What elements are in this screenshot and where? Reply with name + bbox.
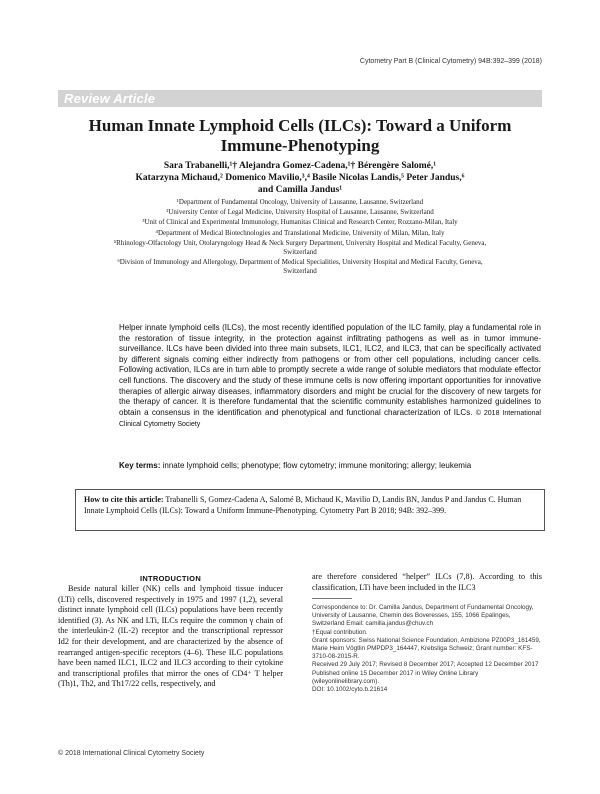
column-two-paragraph: are therefore considered “helper” ILCs (7,8). According to this classification, LTi have been included in the ILC3 xyxy=(312,572,542,592)
author-line: Katarzyna Michaud,² Domenico Mavilio,³,⁴ Basile Nicolas Landis,⁵ Peter Jandus,⁶ xyxy=(135,173,465,183)
received-dates: Received 29 July 2017; Revised 8 December 2017; Accepted 12 December 2017 xyxy=(312,661,539,669)
abstract-text: Helper innate lymphoid cells (ILCs), the most recently identified population of the ILC family, play a fundamental role in the restoration of tissue integrity, in the protection against infiltrating pathogens as well as in tumor immune-surveillance. ILCs have been divided into three main subsets, ILC1, ILC2, and ILC3, that can be specifically activated by different signals coming either indirectly from pathogens or from other cell populations, including cancer cells. Following activation, ILCs are in turn able to promptly secrete a wide range of soluble mediators that modulate effector cell functions. The discovery and the study of these immune cells is now offering important opportunities for innovative therapies of allergic airway diseases, inflammatory disorders and might be crucial for the discovery of new targets for the therapy of cancer. It is therefore fundamental that the scientific community establishes harmonized guidelines to obtain a consensus in the identification and phenotypical and functional characterization of ILCs. xyxy=(119,323,541,417)
affiliation: ⁶Division of Immunology and Allergology, Department of Medical Specialities, University Hospital and Medical Faculty, Geneva, Switzerland xyxy=(117,258,483,276)
footnote-divider xyxy=(312,598,352,599)
author-line: and Camilla Jandus¹ xyxy=(257,185,343,195)
equal-contribution-note: †Equal contribution. xyxy=(312,628,368,636)
article-type-label: Review Article xyxy=(64,91,156,106)
affiliation: ⁴Department of Medical Biotechnologies and Translational Medicine, University of Milan, Milan, Italy xyxy=(155,228,445,237)
doi: DOI: 10.1002/cyto.b.21614 xyxy=(312,686,388,694)
affiliation: ¹Department of Fundamental Oncology, University of Lausanne, Lausanne, Switzerland xyxy=(176,198,424,206)
article-title: Human Innate Lymphoid Cells (ILCs): Toward a Uniform Immune-Phenotyping xyxy=(88,116,512,155)
affiliation: ²University Center of Legal Medicine, University Hospital of Lausanne, Lausanne, Switzerland xyxy=(166,208,434,217)
keywords xyxy=(119,461,541,471)
keywords-text: innate lymphoid cells; phenotype; flow cytometry; immune monitoring; allergy; leukemia xyxy=(162,461,472,470)
article-type-banner xyxy=(58,90,542,107)
citation-label: How to cite this article: xyxy=(84,495,164,504)
grant-sponsors: Grant sponsors: Swiss National Science Foundation, Ambizione PZ00P3_161459, Marie Heim Vögtlin PMPDP3_164447, Krebsliga Schweiz; Grant number: KFS-3710-08-2015-R. xyxy=(312,636,541,661)
affiliation: ⁵Rhinology-Olfactology Unit, Otolaryngology Head & Neck Surgery Department, University Hospital and Medical Faculty, Geneva, Switzerland xyxy=(113,238,487,257)
affiliation: ³Unit of Clinical and Experimental Immunology, Humanitas Clinical and Research Center, Rozzano-Milan, Italy xyxy=(142,218,458,227)
author-line: Sara Trabanelli,¹† Alejandra Gomez-Cadena,¹† Bérengère Salomé,¹ xyxy=(163,161,437,171)
abstract xyxy=(119,323,541,431)
journal-header: Cytometry Part B (Clinical Cytometry) 94B:392–399 (2018) xyxy=(359,58,542,65)
introduction-paragraph: Beside natural killer (NK) cells and lymphoid tissue inducer (LTi) cells, discovered respectively in 1975 and 1997 (1,2), several distinct innate lymphoid cell (ILCs) populations have been recently identified (3). As NK and LTi, ILCs require the common γ chain of the interleukin-2 (IL-2) receptor and the transcriptional repressor Id2 for their development, and are characterized by the absence of rearranged antigen-specific receptors (4–6). These ILC populations have been named ILC1, ILC2 and ILC3 according to their cytokine and transcriptional profiles that mirror the ones of CD4⁺ T helper (Th)1, Th2, and Th17/22 cells, respectively, and xyxy=(58,584,283,689)
affiliation-list xyxy=(100,198,500,278)
citation-box xyxy=(75,489,545,531)
keywords-label: Key terms: xyxy=(119,461,161,470)
citation-text: Trabanelli S, Gomez-Cadena A, Salomé B, Michaud K, Mavilio D, Landis BN, Jandus P and Jandus C. Human Innate Lymphoid Cells (ILCs): Toward a Uniform Immune-Phenotyping. Cytometry Part B 2018; 94B: 392–399. xyxy=(84,495,522,515)
section-heading-introduction: INTRODUCTION xyxy=(139,574,202,583)
correspondence-address: Correspondence to: Dr. Camilla Jandus, Department of Fundamental Oncology, University of Lausanne, Chemin des Boveresses, 155, 1066 Epalinges, Switzerland Email: camilla.jandus@chuv.ch xyxy=(312,604,534,628)
published-online: Published online 15 December 2017 in Wiley Online Library (wileyonlinelibrary.com). xyxy=(312,669,479,685)
abstract-copyright: © 2018 International Clinical Cytometry Society xyxy=(119,409,541,429)
correspondence-footnote xyxy=(312,604,542,694)
page-footer: © 2018 International Clinical Cytometry Society xyxy=(58,750,205,757)
author-list xyxy=(100,160,500,196)
